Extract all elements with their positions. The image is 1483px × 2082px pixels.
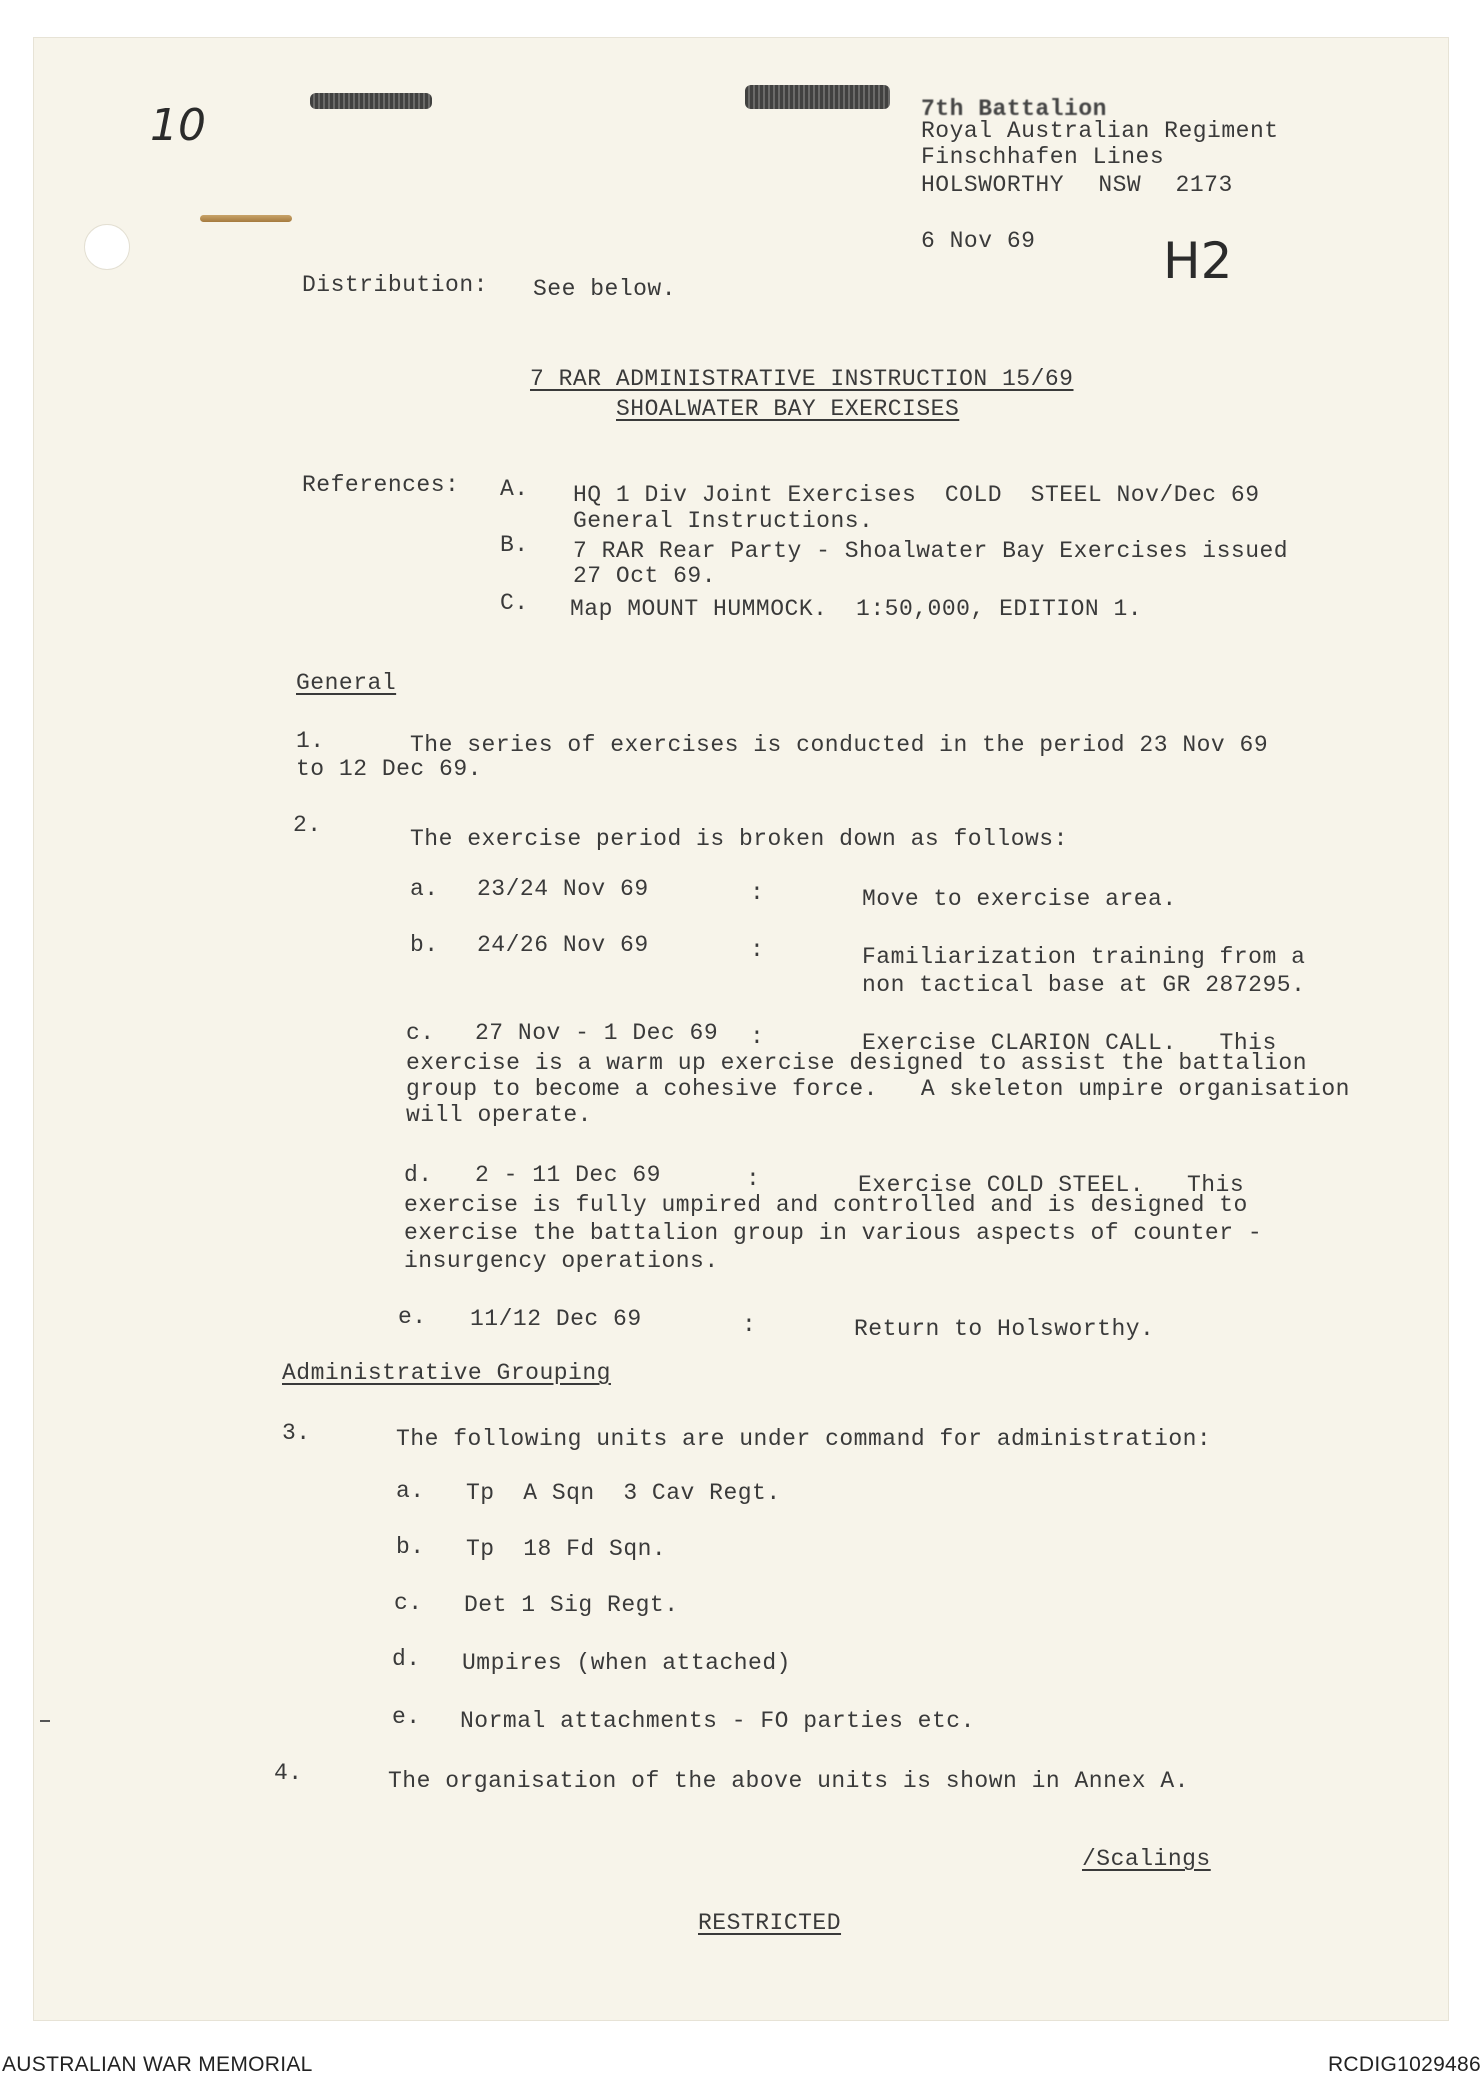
catchword-next-page (1082, 1846, 1211, 1873)
para4-text: The organisation of the above units is shown in Annex A. (388, 1768, 1189, 1794)
para3-item-b-text: Tp 18 Fd Sqn. (466, 1536, 667, 1562)
para3-text: The following units are under command for administration: (396, 1426, 1212, 1452)
reference-b-line2: 27 Oct 69. (573, 563, 717, 589)
para2-item-d-desc: Exercise COLD STEEL. This (858, 1172, 1245, 1198)
letterhead-regiment: Royal Australian Regiment (921, 118, 1279, 144)
para2-item-d-date: 2 - 11 Dec 69 (475, 1162, 661, 1188)
letterhead-unit: 7th Battalion (921, 96, 1107, 116)
reference-a-line1: HQ 1 Div Joint Exercises COLD STEEL Nov/Dec 69 (573, 482, 1260, 508)
general-heading-text: General (296, 670, 397, 696)
reference-c-letter: C. (500, 590, 529, 616)
para3-item-c-letter: c. (394, 1590, 423, 1616)
classification-text: RESTRICTED (698, 1910, 842, 1936)
para2-item-d-letter: d. (404, 1162, 433, 1188)
para2-item-c-date: 27 Nov - 1 Dec 69 (475, 1020, 719, 1046)
handwritten-annotation: H2 (1163, 232, 1233, 290)
title-line-1: 7 RAR ADMINISTRATIVE INSTRUCTION 15/69 (530, 366, 1074, 392)
distribution-value: See below. (533, 276, 677, 302)
letterhead-address: HOLSWORTHY NSW 2173 (921, 172, 1233, 198)
para1-line2: to 12 Dec 69. (296, 756, 482, 782)
para2-number: 2. (293, 812, 322, 838)
title-line-2: SHOALWATER BAY EXERCISES (616, 396, 960, 422)
para2-item-c-colon: : (750, 1024, 765, 1050)
para3-item-e-text: Normal attachments - FO parties etc. (460, 1708, 975, 1734)
para2-item-c-letter: c. (406, 1020, 435, 1046)
para2-item-d-cont-2: exercise the battalion group in various aspects of counter - (404, 1220, 1263, 1246)
admin-heading-text: Administrative Grouping (282, 1360, 611, 1386)
para2-item-e-date: 11/12 Dec 69 (470, 1306, 642, 1332)
para2-item-a-colon: : (750, 880, 765, 906)
para2-item-e-letter: e. (398, 1304, 427, 1330)
catchword-text: /Scalings (1082, 1846, 1211, 1872)
reference-a-line2: General Instructions. (573, 508, 874, 534)
reference-b-line1: 7 RAR Rear Party - Shoalwater Bay Exercises issued (573, 538, 1289, 564)
para2-text: The exercise period is broken down as follows: (410, 826, 1068, 852)
letterhead-lines: Finschhafen Lines (921, 144, 1165, 170)
para2-item-a-date: 23/24 Nov 69 (477, 876, 649, 902)
section-heading-general (296, 670, 396, 697)
para2-item-c-cont-1: exercise is a warm up exercise designed to assist the battalion (406, 1050, 1308, 1076)
references-label: References: (302, 472, 460, 498)
para2-item-b-desc-1: Familiarization training from a (862, 944, 1306, 970)
para4-number: 4. (274, 1760, 303, 1786)
para2-item-a-desc: Move to exercise area. (862, 886, 1177, 912)
punch-hole (84, 224, 130, 270)
para2-item-b-date: 24/26 Nov 69 (477, 932, 649, 958)
reference-b-letter: B. (500, 532, 529, 558)
reference-a-letter: A. (500, 476, 529, 502)
para1-number: 1. (296, 728, 325, 754)
document-title (530, 366, 1074, 393)
para3-item-d-letter: d. (392, 1646, 421, 1672)
para2-item-c-cont-2: group to become a cohesive force. A skeleton umpire organisation (406, 1076, 1350, 1102)
letterhead-date: 6 Nov 69 (921, 228, 1036, 254)
para2-item-c-cont-3: will operate. (406, 1102, 592, 1128)
para3-item-c-text: Det 1 Sig Regt. (464, 1592, 679, 1618)
para2-item-b-desc-2: non tactical base at GR 287295. (862, 972, 1306, 998)
para3-item-a-letter: a. (396, 1478, 425, 1504)
para2-item-d-cont-3: insurgency operations. (404, 1248, 719, 1274)
redacted-mark-center (745, 85, 890, 109)
redacted-mark-left (310, 93, 432, 109)
para3-item-d-text: Umpires (when attached) (462, 1650, 791, 1676)
para2-item-d-cont-1: exercise is fully umpired and controlled and is designed to (404, 1192, 1248, 1218)
handwritten-folio-number: 10 (150, 100, 206, 151)
distribution-label: Distribution: (302, 272, 488, 298)
para3-number: 3. (282, 1420, 311, 1446)
para1-line1: The series of exercises is conducted in the period 23 Nov 69 (410, 732, 1269, 758)
para3-item-a-text: Tp A Sqn 3 Cav Regt. (466, 1480, 781, 1506)
para2-item-d-colon: : (746, 1166, 761, 1192)
para2-item-e-colon: : (742, 1312, 757, 1338)
para3-item-e-letter: e. (392, 1704, 421, 1730)
footer-institution: AUSTRALIAN WAR MEMORIAL (2, 2053, 313, 2076)
classification-marking (698, 1910, 841, 1937)
section-heading-admin (282, 1360, 611, 1387)
document-subtitle (616, 396, 959, 423)
reference-c-line1: Map MOUNT HUMMOCK. 1:50,000, EDITION 1. (570, 596, 1143, 622)
para2-item-a-letter: a. (410, 876, 439, 902)
para2-item-e-desc: Return to Holsworthy. (854, 1316, 1155, 1342)
para3-item-b-letter: b. (396, 1534, 425, 1560)
staple-mark (200, 215, 292, 222)
para2-item-b-letter: b. (410, 932, 439, 958)
margin-mark (40, 1720, 50, 1722)
para2-item-c-desc: Exercise CLARION CALL. This (862, 1030, 1277, 1056)
para2-item-b-colon: : (750, 937, 765, 963)
footer-record-id: RCDIG1029486 (1327, 2053, 1481, 2076)
